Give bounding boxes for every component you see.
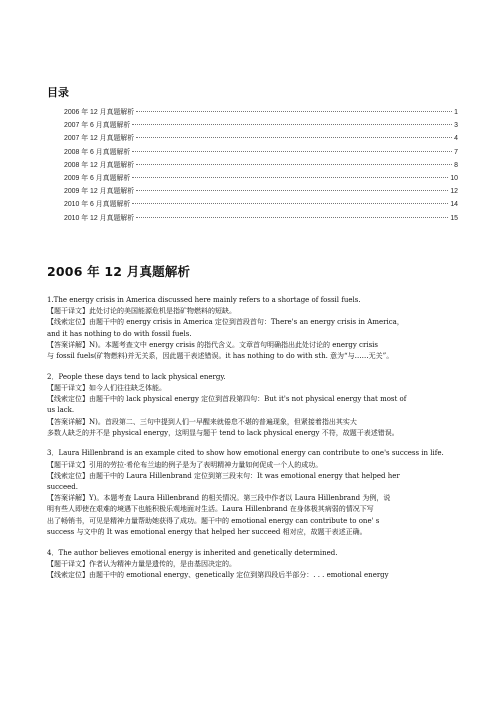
text-line: succeed.	[47, 483, 78, 492]
text-line: 【答案详解】N)。本题考查文中 energy crisis 的指代含义。文章首句明确指出此处讨论的 energy crisis	[47, 340, 378, 349]
toc-leader-dots	[136, 217, 448, 218]
text-line: 【线索定位】由题干中的 energy crisis in America 定位到首段首句：There's an energy crisis in America，	[47, 318, 404, 327]
toc-leader-dots	[136, 111, 452, 112]
text-line: 【线索定位】由题干中的 emotional energy、genetically 定位到第四段后半部分：. . . emotional energy	[47, 570, 389, 579]
toc-item-page: 1	[454, 109, 458, 116]
toc-item[interactable]	[64, 159, 458, 172]
toc-item-page: 15	[450, 214, 458, 222]
toc-item[interactable]	[64, 132, 458, 145]
toc-item[interactable]	[64, 172, 458, 185]
section-heading: 2006 年 12 月真题解析	[47, 264, 191, 279]
text-line: and it has nothing to do with fossil fuels.	[47, 329, 192, 338]
toc-item-label: 2009 年 12 月真题解析	[64, 188, 135, 196]
toc-item-page: 4	[454, 135, 458, 143]
toc-item-label: 2010 年 12 月真题解析	[64, 214, 135, 222]
text-line: us lack.	[47, 406, 75, 415]
text-line: 【线索定位】由题干中的 Laura Hillenbrand 定位到第三段末句：It was emotional energy that helped her	[47, 471, 400, 480]
toc-item-label: 2009 年 6 月真题解析	[64, 174, 131, 182]
toc-leader-dots	[136, 164, 452, 165]
toc-title: 目录	[47, 86, 69, 99]
toc-item[interactable]	[64, 198, 458, 211]
question-block-4	[47, 548, 465, 582]
toc-item[interactable]	[64, 185, 458, 198]
text-line: 【题干译文】此处讨论的美国能源危机是指矿物燃料的短缺。	[47, 307, 236, 316]
toc-item-label: 2008 年 12 月真题解析	[64, 161, 135, 169]
toc-item-label: 2007 年 6 月真题解析	[64, 122, 131, 130]
toc-leader-dots	[132, 203, 448, 204]
text-line: 出了畅销书，可见是精神力量帮助她获得了成功。题干中的 emotional energy can contribute to one' s	[47, 516, 380, 525]
table-of-contents	[64, 106, 458, 225]
toc-item-page: 7	[454, 148, 458, 156]
toc-item[interactable]	[64, 212, 458, 225]
text-line: 与 fossil fuels(矿物燃料)并无关系，因此题干表述错误。it has nothing to do with sth. 意为“与……无关”。	[47, 352, 394, 361]
toc-item-page: 8	[454, 161, 458, 169]
toc-item-label: 2006 年 12 月真题解析	[64, 109, 135, 116]
text-line: 【答案详解】Y)。本题考查 Laura Hillenbrand 的相关情况。第三段中作者以 Laura Hillenbrand 为例，说	[47, 494, 391, 503]
text-line: 【答案详解】N)。首段第二、三句中提到人们一早醒来就倦怠不堪的普遍现象，但紧接着指出其实大	[47, 417, 357, 426]
section-body	[47, 295, 465, 581]
toc-item-label: 2007 年 12 月真题解析	[64, 135, 135, 143]
text-line: 明有些人即使在艰难的境遇下也能积极乐观地面对生活。Laura Hillenbrand 在身体极其病弱的情况下写	[47, 505, 374, 514]
question-block-1	[47, 295, 465, 362]
toc-item-page: 10	[450, 174, 458, 182]
text-line: 1.The energy crisis in America discussed here mainly refers to a shortage of fossil fuels.	[47, 296, 361, 304]
text-line: 多数人缺乏的并不是 physical energy，这明显与题干 tend to lack physical energy 不符，故题干表述错误。	[47, 428, 399, 437]
toc-leader-dots	[132, 177, 448, 178]
toc-leader-dots	[132, 151, 452, 152]
text-line: 【题干译文】作者认为精神力量是遗传的，是由基因决定的。	[47, 559, 236, 568]
text-line: 【线索定位】由题干中的 lack physical energy 定位到首段第四句：But it's not physical energy that most of	[47, 395, 407, 404]
toc-item[interactable]	[64, 146, 458, 159]
toc-item-page: 3	[454, 122, 458, 130]
text-line: 4．The author believes emotional energy is inherited and genetically determined.	[47, 548, 338, 557]
toc-item[interactable]	[64, 106, 458, 119]
text-line: 2．People these days tend to lack physical energy.	[47, 372, 226, 381]
toc-item-page: 14	[450, 201, 458, 209]
text-line: 【题干译文】引用的劳拉·希伦布兰迪的例子是为了表明精神力量如何促成一个人的成功。	[47, 460, 323, 469]
toc-leader-dots	[136, 190, 448, 191]
text-line: 3．Laura Hillenbrand is an example cited to show how emotional energy can contribute to one's success in life.	[47, 449, 444, 458]
toc-leader-dots	[132, 124, 452, 125]
toc-leader-dots	[136, 137, 452, 138]
toc-item-label: 2010 年 6 月真题解析	[64, 201, 131, 209]
question-block-2	[47, 372, 465, 439]
question-block-3	[47, 448, 465, 538]
text-line: success 与文中的 It was emotional energy that helped her succeed 相对应，故题干表述正确。	[47, 527, 367, 536]
text-line: 【题干译文】如今人们往往缺乏体能。	[47, 383, 166, 392]
toc-item-label: 2008 年 6 月真题解析	[64, 148, 131, 156]
toc-item-page: 12	[450, 188, 458, 196]
toc-item[interactable]	[64, 119, 458, 132]
